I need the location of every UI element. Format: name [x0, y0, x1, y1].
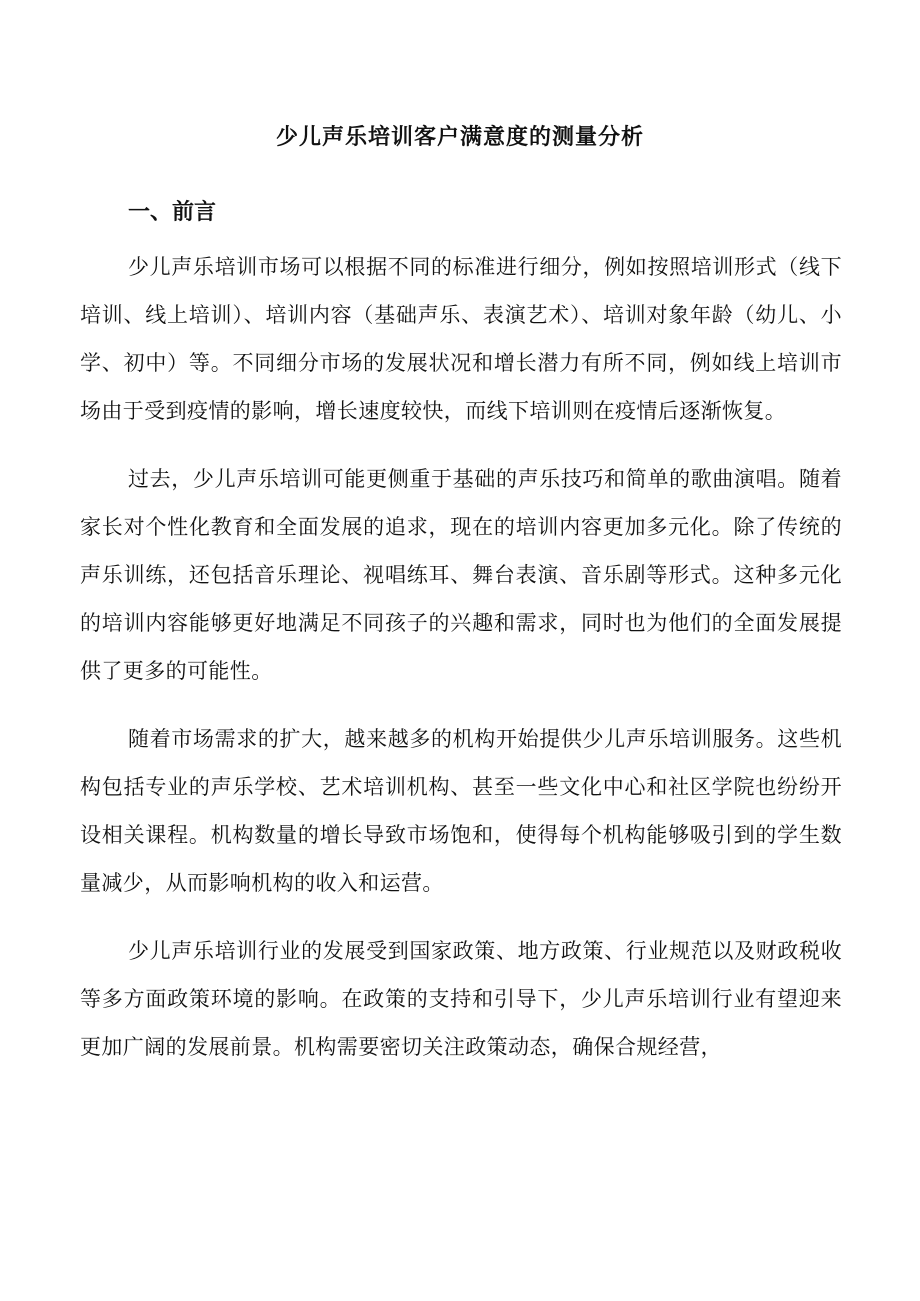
- paragraph-4: 少儿声乐培训行业的发展受到国家政策、地方政策、行业规范以及财政税收等多方面政策环境的影响。在政策的支持和引导下，少儿声乐培训行业有望迎来更加广阔的发展前景。机构需要密切关注政策动态，确保合规经营，: [80, 939, 842, 1059]
- section-heading: 一、前言: [128, 199, 217, 225]
- paragraph-3: 随着市场需求的扩大，越来越多的机构开始提供少儿声乐培训服务。这些机构包括专业的声乐学校、艺术培训机构、甚至一些文化中心和社区学院也纷纷开设相关课程。机构数量的增长导致市场饱和，使得每个机构能够吸引到的学生数量减少，从而影响机构的收入和运营。: [80, 727, 842, 895]
- document-title: 少儿声乐培训客户满意度的测量分析: [275, 124, 644, 150]
- paragraph-1: 少儿声乐培训市场可以根据不同的标准进行细分，例如按照培训形式（线下培训、线上培训）、培训内容（基础声乐、表演艺术）、培训对象年龄（幼儿、小学、初中）等。不同细分市场的发展状况和增长潜力有所不同，例如线上培训市场由于受到疫情的影响，增长速度较快，而线下培训则在疫情后逐渐恢复。: [80, 255, 842, 423]
- paragraph-2: 过去，少儿声乐培训可能更侧重于基础的声乐技巧和简单的歌曲演唱。随着家长对个性化教育和全面发展的追求，现在的培训内容更加多元化。除了传统的声乐训练，还包括音乐理论、视唱练耳、舞台表演、音乐剧等形式。这种多元化的培训内容能够更好地满足不同孩子的兴趣和需求，同时也为他们的全面发展提供了更多的可能性。: [80, 467, 842, 683]
- body-text: [80, 243, 842, 1091]
